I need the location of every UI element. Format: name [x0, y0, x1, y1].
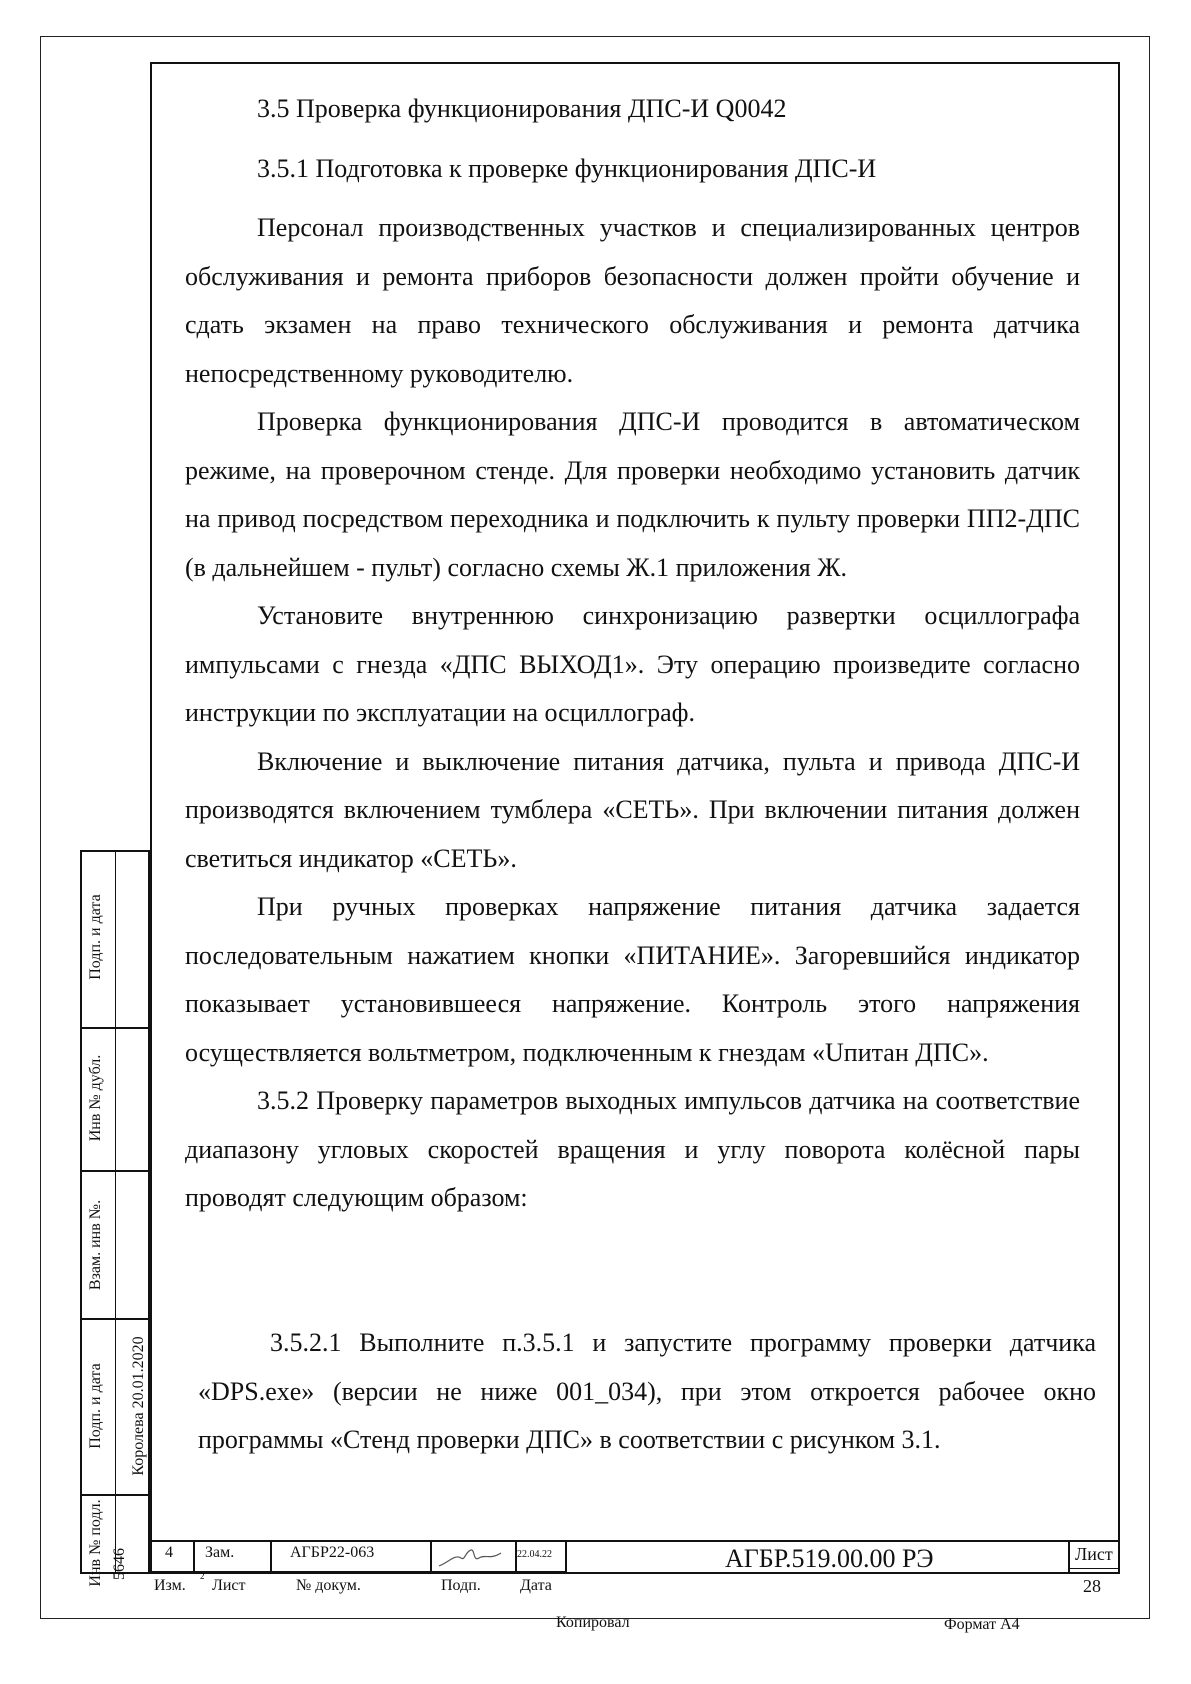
- stamp-small-mark: 2: [200, 1571, 205, 1581]
- sheet-number: 28: [1083, 1576, 1101, 1596]
- paragraph-manual: При ручных проверках напряжение питания датчика задается последовательным нажатием кнопки «ПИТАНИЕ». Загоревшийся индикатор показывает установившееся напряжение. Контроль этого напряжения осуществляется вольтметром, подключенным к гнездам «Uпитан ДПС».: [185, 892, 1080, 1067]
- stamp-podp-label: Подп.: [441, 1577, 481, 1594]
- subsection-heading: 3.5.1 Подготовка к проверке функционирования ДПС-И: [257, 153, 877, 183]
- footer-copied: Копировал: [556, 1614, 630, 1631]
- stamp-list-value: Зам.: [205, 1544, 235, 1561]
- sheet-label: Лист: [1075, 1544, 1113, 1564]
- stamp-doc-label: № докум.: [296, 1577, 361, 1594]
- side-label-podp-data-1: Подп. и дата: [87, 894, 104, 980]
- document-designation: АГБР.519.00.00 РЭ: [725, 1544, 934, 1573]
- paragraph-3-5-2-1: 3.5.2.1 Выполните п.3.5.1 и запустите программу проверки датчика «DPS.exe» (версии не ниже 001_034), при этом откроется рабочее окно программы «Стенд проверки ДПС» в соответствии с рисунком 3.1.: [198, 1328, 1096, 1454]
- signature-icon: [435, 1544, 505, 1570]
- stamp-list-label: Лист: [212, 1577, 246, 1594]
- paragraph-3-5-2: 3.5.2 Проверку параметров выходных импульсов датчика на соответствие диапазону угловых скоростей вращения и углу поворота колёсной пары проводят следующим образом:: [185, 1086, 1080, 1212]
- section-heading: 3.5 Проверка функционирования ДПС-И Q0042: [257, 94, 787, 123]
- stamp-date-value: 22.04.22: [517, 1549, 552, 1560]
- side-label-vzam-inv: Взам. инв №.: [87, 1199, 104, 1291]
- side-label-podp-data-2: Подп. и дата: [87, 1363, 104, 1449]
- paragraph-power: Включение и выключение питания датчика, пульта и привода ДПС-И производятся включением тумблера «СЕТЬ». При включении питания должен светиться индикатор «СЕТЬ».: [185, 746, 1080, 873]
- paragraph-3-5-2-1-wrap: [198, 1319, 1096, 1465]
- side-label-inv-podl: Инв № подл.: [87, 1499, 104, 1587]
- stamp-data-label: Дата: [520, 1577, 552, 1594]
- paragraph-personnel: Персонал производственных участков и специализированных центров обслуживания и ремонта приборов безопасности должен пройти обучение и сдать экзамен на право технического обслуживания и ремонта датчика непосредственному руководителю.: [185, 213, 1080, 388]
- footer-format: Формат А4: [944, 1616, 1020, 1633]
- document-body: [185, 85, 1080, 1223]
- stamp-izm-value: 4: [165, 1544, 173, 1561]
- paragraph-check-mode: Проверка функционирования ДПС-И проводится в автоматическом режиме, на проверочном стенде. Для проверки необходимо установить датчик на привод посредством переходника и подключить к пульту проверки ПП2-ДПС (в дальнейшем - пульт) согласно схемы Ж.1 приложения Ж.: [185, 407, 1080, 582]
- paragraph-sync: Установите внутреннюю синхронизацию развертки осциллографа импульсами с гнезда «ДПС ВЫХОД1». Эту операцию произведите согласно инструкции по эксплуатации на осциллограф.: [185, 601, 1080, 727]
- side-value-inv-podl: 5646: [111, 1548, 128, 1580]
- side-label-inv-dubl: Инв № дубл.: [87, 1054, 104, 1142]
- stamp-izm-label: Изм.: [154, 1577, 186, 1594]
- stamp-doc-value: АГБР22-063: [290, 1544, 375, 1561]
- side-value-podp-data-2: Королева 20.01.2020: [130, 1336, 147, 1476]
